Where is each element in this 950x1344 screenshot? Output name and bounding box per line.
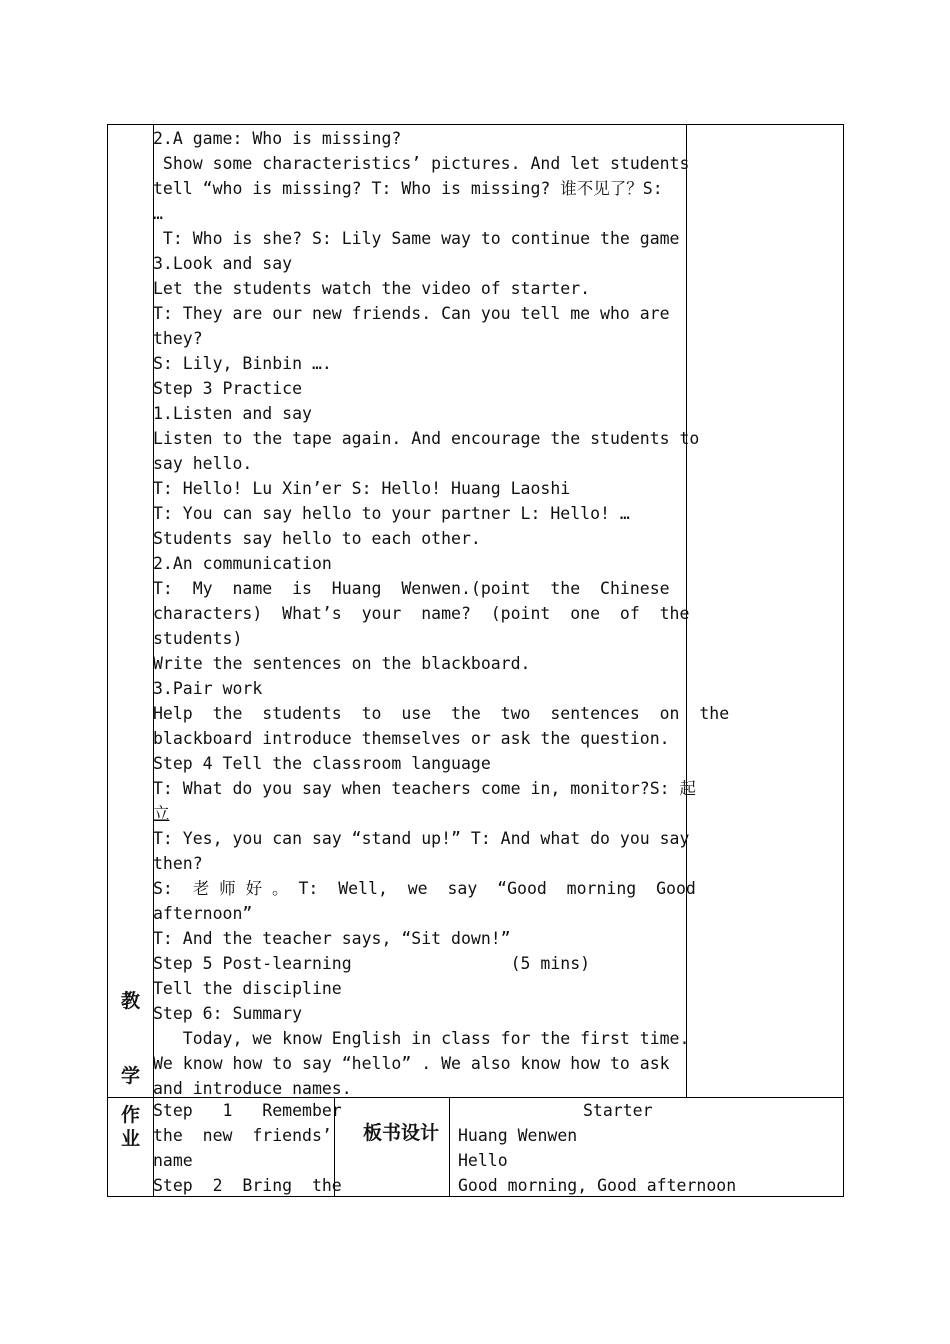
lesson-line: Today, we know English in class for the first time.: [153, 1029, 690, 1048]
lesson-line: S: 老 师 好 。 T: Well, we say “Good morning Good: [153, 879, 696, 898]
lesson-line: 立: [153, 804, 170, 823]
lesson-line: We know how to say “hello” . We also know how to ask: [153, 1054, 670, 1073]
lesson-line: 3.Look and say: [153, 254, 293, 273]
table-right-border: [843, 124, 844, 1197]
lesson-line: they?: [153, 329, 203, 348]
lesson-line: students): [153, 629, 243, 648]
lesson-line: T: My name is Huang Wenwen.(point the Chinese: [153, 579, 670, 598]
lesson-line: tell “who is missing? T: Who is missing? 谁不见了？S:: [153, 179, 663, 198]
lesson-line: T: You can say hello to your partner L: Hello! …: [153, 504, 630, 523]
table-left-border: [107, 124, 108, 1197]
lesson-line: Show some characteristics’ pictures. And let students: [153, 154, 690, 173]
teaching-label-top: 教: [121, 990, 141, 1012]
lesson-line: and introduce names.: [153, 1079, 352, 1098]
lesson-line: 3.Pair work: [153, 679, 263, 698]
board-title: Starter: [583, 1101, 653, 1120]
lesson-line: T: What do you say when teachers come in, monitor?S: 起: [153, 779, 696, 798]
lesson-line: then?: [153, 854, 203, 873]
lesson-line: T: Who is she? S: Lily Same way to continue the game: [153, 229, 680, 248]
lesson-line: S: Lily, Binbin ….: [153, 354, 332, 373]
lesson-line: Step 5 Post-learning (5 mins): [153, 954, 591, 973]
lesson-line: Tell the discipline: [153, 979, 342, 998]
lesson-line: T: Hello! Lu Xin’er S: Hello! Huang Laoshi: [153, 479, 571, 498]
lesson-line: blackboard introduce themselves or ask the question.: [153, 729, 670, 748]
lesson-line: 1.Listen and say: [153, 404, 312, 423]
homework-line: Step 1 Remember: [153, 1101, 342, 1120]
lesson-line: say hello.: [153, 454, 253, 473]
board-line: Good morning, Good afternoon: [458, 1176, 737, 1195]
lesson-line: 2.An communication: [153, 554, 332, 573]
lesson-line: afternoon”: [153, 904, 253, 923]
lesson-line: Step 6: Summary: [153, 1004, 303, 1023]
lesson-line: Help the students to use the two sentences on the: [153, 704, 730, 723]
lesson-line: T: And the teacher says, “Sit down!”: [153, 929, 511, 948]
teaching-label-bottom: 学: [121, 1065, 141, 1087]
lesson-line: Step 3 Practice: [153, 379, 303, 398]
homework-line: the new friends’: [153, 1126, 332, 1145]
lesson-line: Step 4 Tell the classroom language: [153, 754, 491, 773]
lesson-line: Let the students watch the video of starter.: [153, 279, 591, 298]
lesson-line: …: [153, 204, 163, 223]
lesson-line: T: Yes, you can say “stand up!” T: And what do you say: [153, 829, 690, 848]
lesson-line: Students say hello to each other.: [153, 529, 481, 548]
lesson-line: 2.A game: Who is missing?: [153, 129, 402, 148]
homework-line: Step 2 Bring the: [153, 1176, 342, 1195]
board-line: Huang Wenwen: [458, 1126, 578, 1145]
lesson-line: Listen to the tape again. And encourage the students to: [153, 429, 700, 448]
lesson-line: Write the sentences on the blackboard.: [153, 654, 531, 673]
lesson-line: T: They are our new friends. Can you tell me who are: [153, 304, 670, 323]
lesson-line: characters) What’s your name? (point one of the: [153, 604, 690, 623]
homework-label-line1: 作: [121, 1104, 141, 1126]
homework-line: name: [153, 1151, 193, 1170]
table-top-border: [107, 124, 844, 125]
board-design-label: 板书设计: [363, 1122, 440, 1144]
board-cell-divider: [449, 1097, 450, 1197]
board-line: Hello: [458, 1151, 508, 1170]
homework-label-line2: 业: [121, 1128, 141, 1150]
